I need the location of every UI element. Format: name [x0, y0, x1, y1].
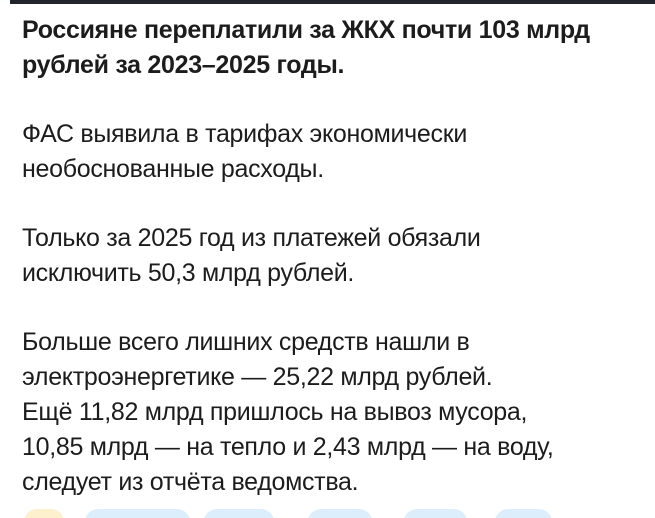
headline-line: рублей за 2023–2025 годы. [22, 51, 345, 79]
post-text [22, 13, 645, 518]
reaction-pill[interactable] [204, 509, 274, 518]
post-paragraph-fas [22, 117, 645, 187]
reactions-row [0, 509, 655, 518]
paragraph-line: Ещё 11,82 млрд пришлось на вывоз мусора, [22, 398, 528, 426]
paragraph-line: необоснованные расходы. [22, 155, 324, 183]
reaction-pill[interactable] [308, 509, 372, 518]
post-headline [22, 13, 645, 83]
paragraph-line: Только за 2025 год из платежей обязали [22, 224, 481, 252]
reaction-pill-selected[interactable] [24, 509, 64, 518]
paragraph-line: Больше всего лишних средств нашли в [22, 328, 470, 356]
reaction-pill[interactable] [404, 509, 467, 518]
paragraph-line: ФАС выявила в тарифах экономически [22, 120, 468, 148]
paragraph-line: электроэнергетике — 25,22 млрд рублей. [22, 363, 493, 391]
top-media-edge-bar [10, 0, 655, 4]
paragraph-line: 10,85 млрд — на тепло и 2,43 млрд — на воду, [22, 433, 554, 461]
reaction-pill[interactable] [495, 509, 552, 518]
post-paragraph-breakdown [22, 325, 645, 500]
post-paragraph-2025 [22, 221, 645, 291]
paragraph-line: исключить 50,3 млрд рублей. [22, 259, 355, 287]
reaction-pill[interactable] [85, 509, 190, 518]
paragraph-line: следует из отчёта ведомства. [22, 468, 359, 496]
headline-line: Россияне переплатили за ЖКХ почти 103 млрд [22, 16, 590, 44]
